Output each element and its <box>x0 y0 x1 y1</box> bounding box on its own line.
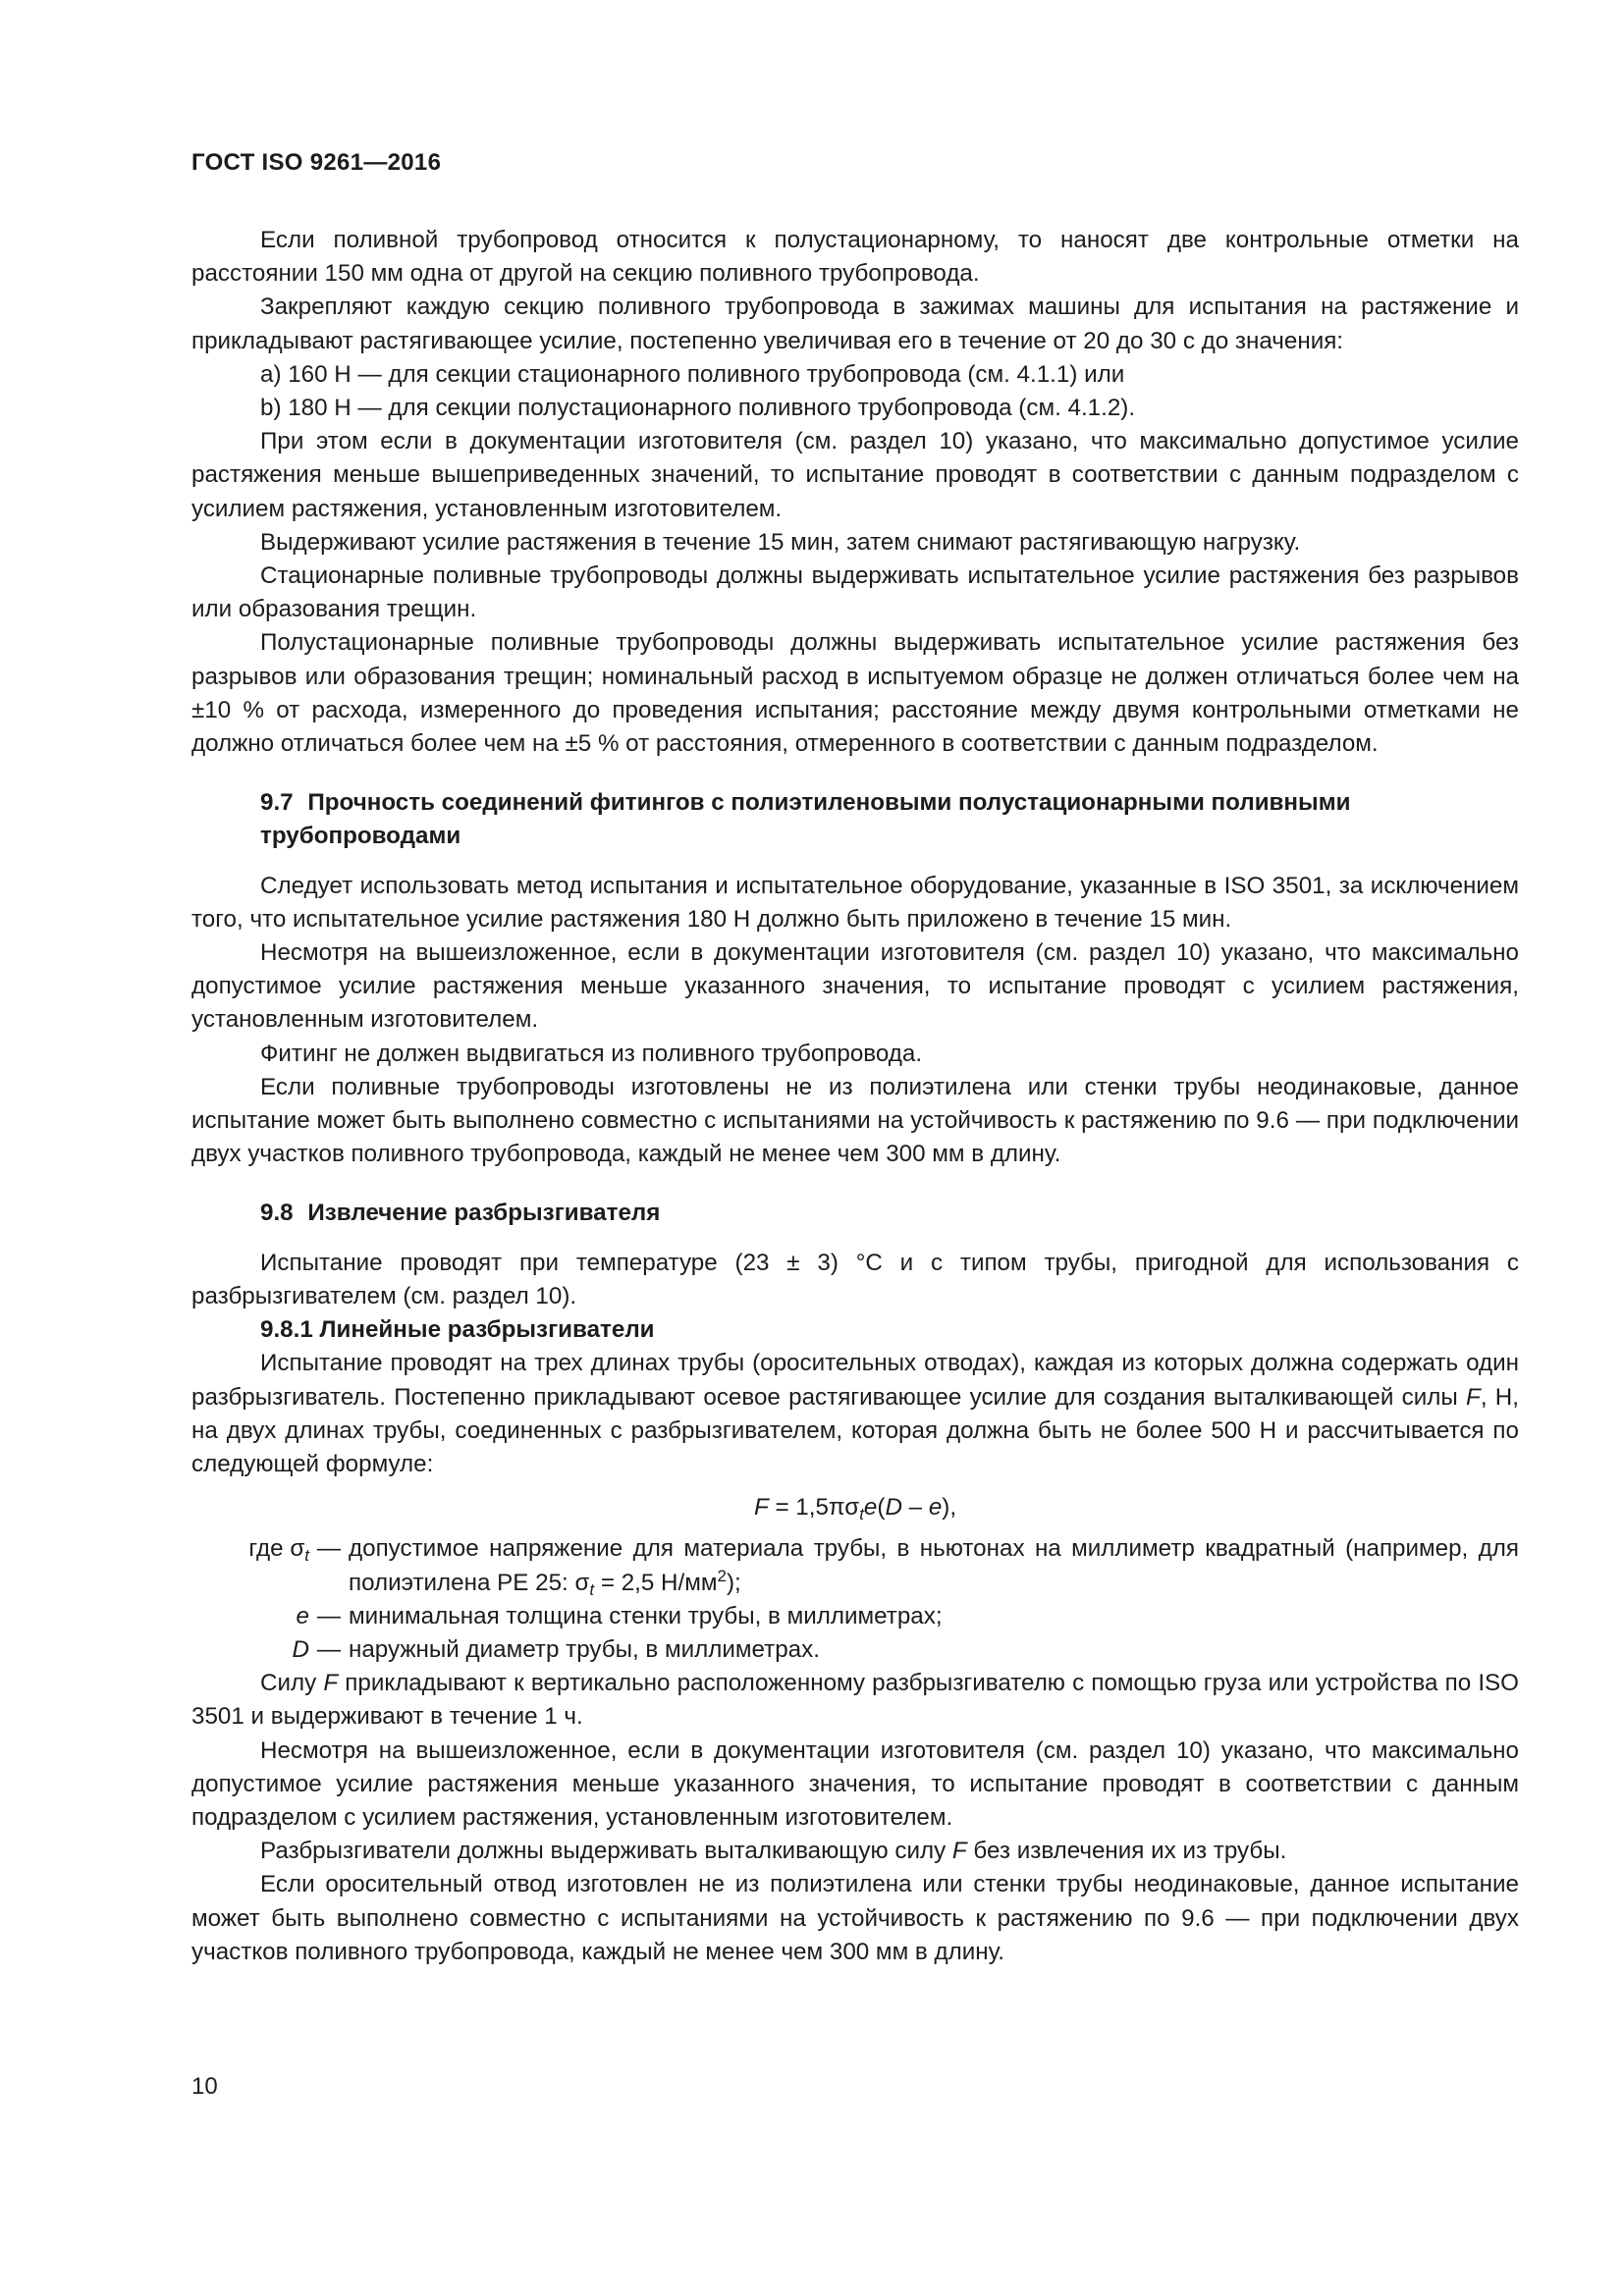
paragraph: При этом если в документации изготовителя (см. раздел 10) указано, что максимально допустимое усилие растяжения меньше вышеприведенных значений, то испытание проводят в соответствии с данным подразделом с усилием растяжения, установленным изготовителем. <box>191 428 1519 522</box>
list-item: b) 180 Н — для секции полустационарного поливного трубопровода (см. 4.1.2). <box>260 395 1136 422</box>
paragraph: Испытание проводят на трех длинах трубы (оросительных отводах), каждая из которых должна содержать один разбрызгиватель. Постепенно прикладывают осевое растягивающее усилие для создания выталкивающей силы F, Н, на двух длинах трубы, соединенных с разбрызгивателем, которая должна быть не более 500 Н и рассчитывается по следующей формуле: <box>191 1350 1519 1477</box>
document-code: ГОСТ ISO 9261—2016 <box>191 149 442 176</box>
section-heading-9-7 <box>191 786 1519 853</box>
paragraph: Если оросительный отвод изготовлен не из полиэтилена или стенки трубы неодинаковые, данное испытание может быть выполнено совместно с испытаниями на устойчивость к растяжению по 9.6 — при подключении двух участков поливного трубопровода, каждый не менее чем 300 мм в длину. <box>191 1871 1519 1965</box>
paragraph: Стационарные поливные трубопроводы должны выдерживать испытательное усилие растяжения без разрывов или образования трещин. <box>191 562 1519 623</box>
paragraph: Выдерживают усилие растяжения в течение 15 мин, затем снимают растягивающую нагрузку. <box>260 528 1301 556</box>
subsection-title: Линейные разбрызгиватели <box>319 1316 655 1344</box>
paragraph: Испытание проводят при температуре (23 ± 3) °С и с типом трубы, пригодной для использования с разбрызгивателем (см. раздел 10). <box>191 1249 1519 1309</box>
section-heading-9-8 <box>191 1197 1519 1230</box>
list-item: a) 160 Н — для секции стационарного поливного трубопровода (см. 4.1.1) или <box>260 360 1125 388</box>
paragraph: Следует использовать метод испытания и испытательное оборудование, указанные в ISO 3501, за исключением того, что испытательное усилие растяжения 180 Н должно быть приложено в течение 15 мин. <box>191 872 1519 933</box>
subsection-heading-9-8-1 <box>191 1313 1519 1347</box>
section-number: 9.8 <box>260 1200 294 1227</box>
section-number: 9.7 <box>260 789 294 817</box>
formula: $F = 1,5\pi\sigma_te(D - e)$, <box>753 1494 957 1524</box>
paragraph: Закрепляют каждую секцию поливного трубопровода в зажимах машины для испытания на растяжение и прикладывают растягивающее усилие, постепенно увеличивая его в течение от 20 до 30 с до значения: <box>191 294 1519 354</box>
section-title: Извлечение разбрызгивателя <box>307 1200 661 1227</box>
section-title: Прочность соединений фитингов с полиэтиленовыми полустационарными поливными трубопроводами <box>260 789 1351 850</box>
formula-legend-e: e — минимальная толщина стенки трубы, в миллиметрах; <box>296 1602 943 1629</box>
paragraph: Фитинг не должен выдвигаться из поливного трубопровода. <box>260 1040 923 1067</box>
page-number: 10 <box>191 2073 218 2100</box>
page-content <box>191 224 1519 1969</box>
paragraph: Несмотря на вышеизложенное, если в документации изготовителя (см. раздел 10) указано, что максимально допустимое усилие растяжения меньше указанного значения, то испытание проводят с усилием растяжения, установленным изготовителем. <box>191 939 1519 1034</box>
paragraph: Силу F прикладывают к вертикально расположенному разбрызгивателю с помощью груза или устройства по ISO 3501 и выдерживают в течение 1 ч. <box>191 1670 1519 1731</box>
formula-legend-D: D — наружный диаметр трубы, в миллиметрах. <box>292 1635 820 1663</box>
paragraph: Разбрызгиватели должны выдерживать выталкивающую силу F без извлечения их из трубы. <box>260 1838 1287 1865</box>
paragraph: Полустационарные поливные трубопроводы должны выдерживать испытательное усилие растяжения без разрывов или образования трещин; номинальный расход в испытуемом образце не должен отличаться более чем на ±10 % от расхода, измеренного до проведения испытания; расстояние между двумя контрольными отметками не должно отличаться более чем на ±5 % от расстояния, отмеренного в соответствии с данным подразделом. <box>191 629 1519 758</box>
formula-legend-sigma: где $\sigma_t$ — допустимое напряжение для материала трубы, в ньютонах на миллиметр квадратный (например, для полиэтилена РЕ 25: $\sigma_t = 2,5$ $Н/мм^2$); <box>248 1535 1519 1599</box>
paragraph: Если поливной трубопровод относится к полустационарному, то наносят две контрольные отметки на расстоянии 150 мм одна от другой на секцию поливного трубопровода. <box>191 227 1519 288</box>
paragraph: Если поливные трубопроводы изготовлены не из полиэтилена или стенки трубы неодинаковые, данное испытание может быть выполнено совместно с испытаниями на устойчивость к растяжению по 9.6 — при подключении двух участков поливного трубопровода, каждый не менее чем 300 мм в длину. <box>191 1073 1519 1168</box>
paragraph: Несмотря на вышеизложенное, если в документации изготовителя (см. раздел 10) указано, что максимально допустимое усилие растяжения меньше указанного значения, то испытание проводят в соответствии с данным подразделом с усилием растяжения, установленным изготовителем. <box>191 1736 1519 1831</box>
subsection-number: 9.8.1 <box>260 1316 313 1344</box>
